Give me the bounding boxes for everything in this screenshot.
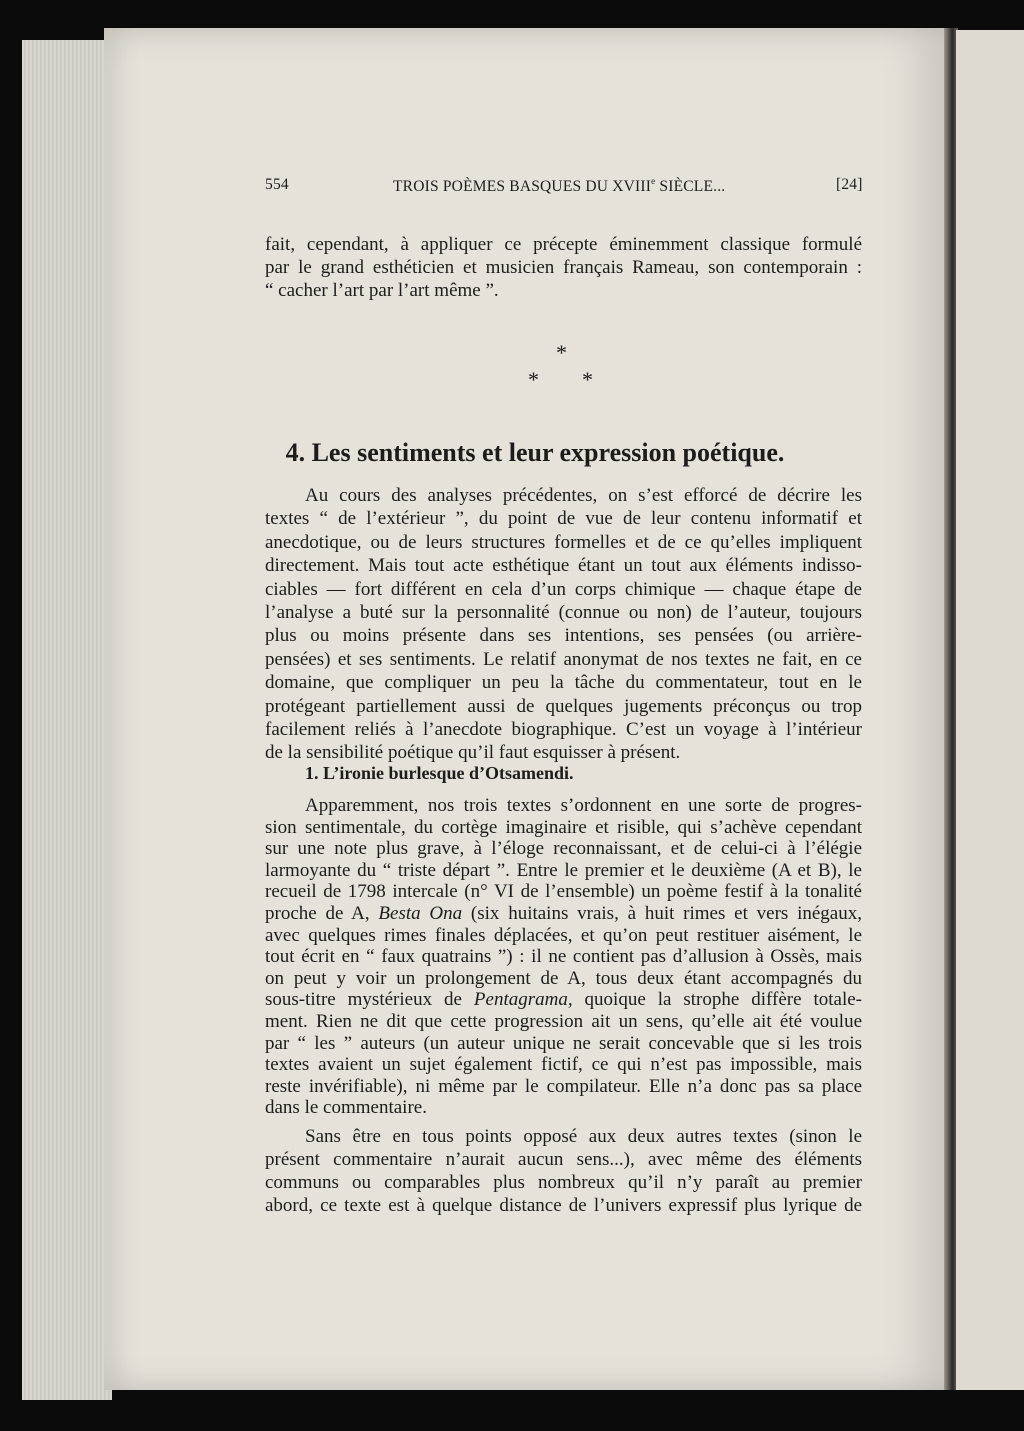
text-line: facilement reliés à l’anecdote biographique. C’est un voyage à l’intérieur — [265, 719, 862, 740]
text-line: présent commentaire n’aurait aucun sens...), avec même des éléments — [265, 1149, 862, 1170]
text-line: fait, cependant, à appliquer ce précepte éminemment classique formulé — [265, 234, 862, 255]
text-line: dans le commentaire. — [265, 1097, 427, 1119]
page-number: 554 — [265, 176, 289, 193]
text-line: sion sentimentale, du cortège imaginaire et risible, qui s’achève cependant — [265, 816, 862, 838]
italic-title: Pentagrama, — [473, 989, 573, 1011]
text-line: reste invérifiable), ni même par le compilateur. Elle n’a donc pas sa place — [265, 1075, 862, 1097]
text-line: plus ou moins présente dans ses intentions, ses pensées (ou arrière- — [265, 625, 862, 647]
text-line: pensées) et ses sentiments. Le relatif anonymat de nos textes ne fait, en ce — [265, 648, 862, 670]
text-line: de la sensibilité poétique qu’il faut esquisser à présent. — [265, 742, 681, 764]
text-line: avec quelques rimes finales déplacées, et qu’on peut restituer aisément, le — [265, 924, 862, 946]
text-line: Au cours des analyses précédentes, on s’est efforcé de décrire les — [305, 485, 862, 506]
text-line: sur une note plus grave, à l’éloge reconnaissant, et de celui-ci à l’élégie — [265, 838, 862, 860]
facing-page — [956, 30, 1024, 1390]
text-line: par le grand esthéticien et musicien français Rameau, son contemporain : — [265, 257, 862, 278]
text-line: l’analyse a buté sur la personnalité (connue ou non) de l’auteur, toujours — [265, 602, 862, 623]
text-segment: quoique la strophe diffère totale- — [572, 989, 862, 1011]
text-segment: sous-titre mystérieux de — [265, 989, 474, 1011]
subsection-heading: 1. L’ironie burlesque d’Otsamendi. — [305, 763, 574, 783]
text-line: tout écrit en “ faux quatrains ”) : il ne contient pas d’allusion à Ossès, mais — [265, 946, 862, 968]
text-line: recueil de 1798 intercale (n° VI de l’ensemble) un poème festif à la tonalité — [265, 881, 862, 903]
text-line: “ cacher l’art par l’art même ”. — [265, 280, 499, 301]
text-line: directement. Mais tout acte esthétique étant un tout aux éléments indisso- — [265, 555, 862, 577]
text-line: domaine, que compliquer un peu la tâche du commentateur, tout en le — [265, 672, 862, 694]
separator-asterisk: * — [582, 367, 593, 392]
separator-asterisk: * — [556, 340, 567, 365]
italic-title: Besta Ona — [378, 903, 463, 924]
section-heading: 4. Les sentiments et leur expression poétique. — [285, 438, 785, 467]
text-line: communs ou comparables plus nombreux qu’il n’y paraît au premier — [265, 1172, 862, 1193]
text-line: larmoyante du “ triste départ ”. Entre le premier et le deuxième (A et B), le — [265, 859, 862, 881]
section-reference: [24] — [836, 176, 863, 193]
text-line — [265, 989, 862, 1011]
text-line: ment. Rien ne dit que cette progression ait un sens, qu’elle ait été voulue — [265, 1011, 862, 1032]
separator-asterisk: * — [528, 367, 539, 392]
text-segment: proche de A, — [265, 903, 379, 924]
text-line — [265, 903, 862, 925]
text-line: par “ les ” auteurs (un auteur unique ne serait concevable que si les trois — [265, 1032, 862, 1054]
text-line: Sans être en tous points opposé aux deux autres textes (sinon le — [305, 1126, 862, 1147]
page-stack-edge — [22, 40, 112, 1400]
text-segment: (six huitains vrais, à huit rimes et vers inégaux, — [462, 903, 862, 924]
text-line: protégeant partiellement aussi de quelques jugements préconçus ou trop — [265, 695, 862, 717]
text-line: abord, ce texte est à quelque distance de l’univers expressif plus lyrique de — [265, 1195, 862, 1216]
text-line: textes avaient un sujet également fictif, ce qui n’est pas impossible, mais — [265, 1054, 862, 1076]
text-line: ciables — fort différent en cela d’un corps chimique — chaque étape de — [265, 578, 862, 600]
text-line: on peut y voir un prolongement de A, tous deux étant accompagnés du — [265, 967, 862, 989]
text-line: Apparemment, nos trois textes s’ordonnent en une sorte de progres- — [305, 795, 862, 816]
text-line: textes “ de l’extérieur ”, du point de vue de leur contenu informatif et — [265, 508, 862, 530]
running-title: TROIS POÈMES BASQUES DU XVIIIe SIÈCLE... — [393, 176, 726, 195]
text-line: anecdotique, ou de leurs structures formelles et de ce qu’elles impliquent — [265, 531, 862, 553]
